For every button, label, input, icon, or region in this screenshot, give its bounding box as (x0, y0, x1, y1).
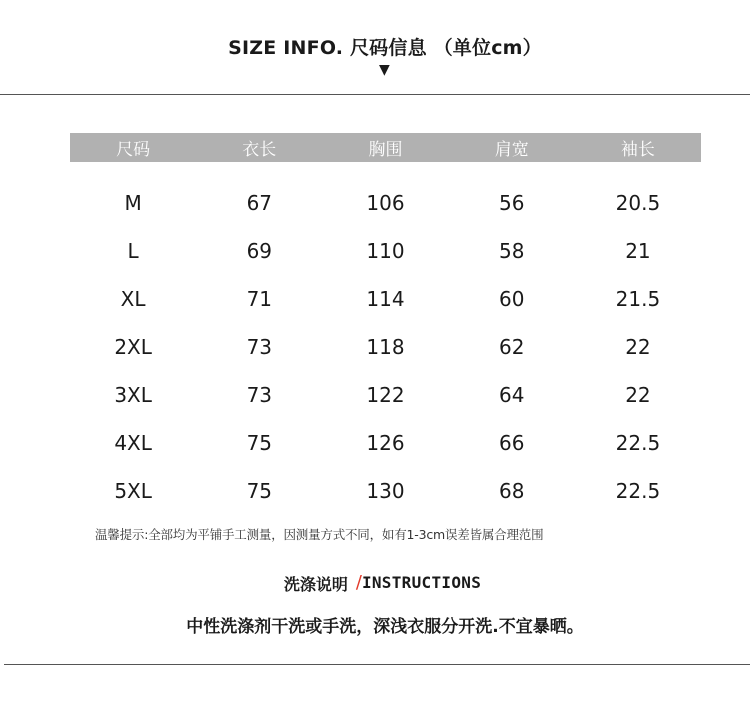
cell-sleeve: 22.5 (615, 479, 661, 503)
table-row (70, 419, 701, 467)
cell-size: M (124, 191, 142, 215)
cell-length: 75 (246, 431, 273, 455)
table-row (70, 467, 701, 515)
cell-length: 75 (246, 479, 273, 503)
header-sleeve: 袖长 (620, 140, 655, 160)
table-row (70, 227, 701, 275)
cell-sleeve: 20.5 (615, 191, 661, 215)
washing-instructions: 中性洗涤剂干洗或手洗，深浅衣服分开洗.不宜暴晒。 (186, 617, 584, 637)
cell-chest: 114 (366, 287, 405, 311)
cell-chest: 122 (366, 383, 405, 407)
size-table-body (70, 179, 701, 515)
cell-chest: 130 (366, 479, 405, 503)
top-divider (0, 94, 750, 95)
cell-sleeve: 22 (625, 335, 651, 359)
cell-size: 5XL (114, 479, 152, 503)
cell-length: 73 (246, 335, 273, 359)
cell-chest: 118 (366, 335, 405, 359)
cell-length: 69 (246, 239, 273, 263)
cell-length: 73 (246, 383, 273, 407)
page-title: SIZE INFO. 尺码信息 （单位cm） (228, 37, 542, 59)
measurement-note: 温馨提示:全部均为平铺手工测量，因测量方式不同，如有1-3cm误差皆属合理范围 (95, 527, 544, 542)
washing-title-cn: 洗涤说明 (283, 575, 348, 594)
cell-size: XL (120, 287, 146, 311)
cell-chest: 126 (366, 431, 405, 455)
cell-sleeve: 21 (625, 239, 651, 263)
cell-chest: 106 (366, 191, 405, 215)
cell-size: 2XL (114, 335, 152, 359)
header-shoulder: 肩宽 (494, 140, 529, 160)
cell-chest: 110 (366, 239, 405, 263)
cell-shoulder: 64 (498, 383, 525, 407)
down-arrow-icon: ▼ (379, 62, 390, 78)
cell-size: 3XL (114, 383, 152, 407)
washing-title-slash: / (355, 572, 362, 593)
table-row (70, 323, 701, 371)
cell-shoulder: 58 (498, 239, 525, 263)
cell-sleeve: 22 (625, 383, 651, 407)
cell-length: 71 (246, 287, 273, 311)
cell-size: 4XL (114, 431, 152, 455)
cell-sleeve: 22.5 (615, 431, 661, 455)
header-chest: 胸围 (368, 140, 403, 160)
cell-length: 67 (246, 191, 273, 215)
cell-size: L (127, 239, 139, 263)
table-row (70, 179, 701, 227)
washing-heading (0, 572, 750, 595)
bottom-divider (4, 664, 750, 665)
size-table-header (70, 133, 701, 162)
cell-shoulder: 62 (498, 335, 525, 359)
size-table (70, 133, 701, 515)
header-size: 尺码 (116, 140, 151, 160)
cell-sleeve: 21.5 (615, 287, 661, 311)
washing-title-en: INSTRUCTIONS (361, 573, 482, 592)
cell-shoulder: 56 (498, 191, 525, 215)
header-length: 衣长 (242, 140, 277, 160)
cell-shoulder: 66 (498, 431, 525, 455)
cell-shoulder: 60 (498, 287, 525, 311)
table-row (70, 371, 701, 419)
table-row (70, 275, 701, 323)
cell-shoulder: 68 (498, 479, 525, 503)
